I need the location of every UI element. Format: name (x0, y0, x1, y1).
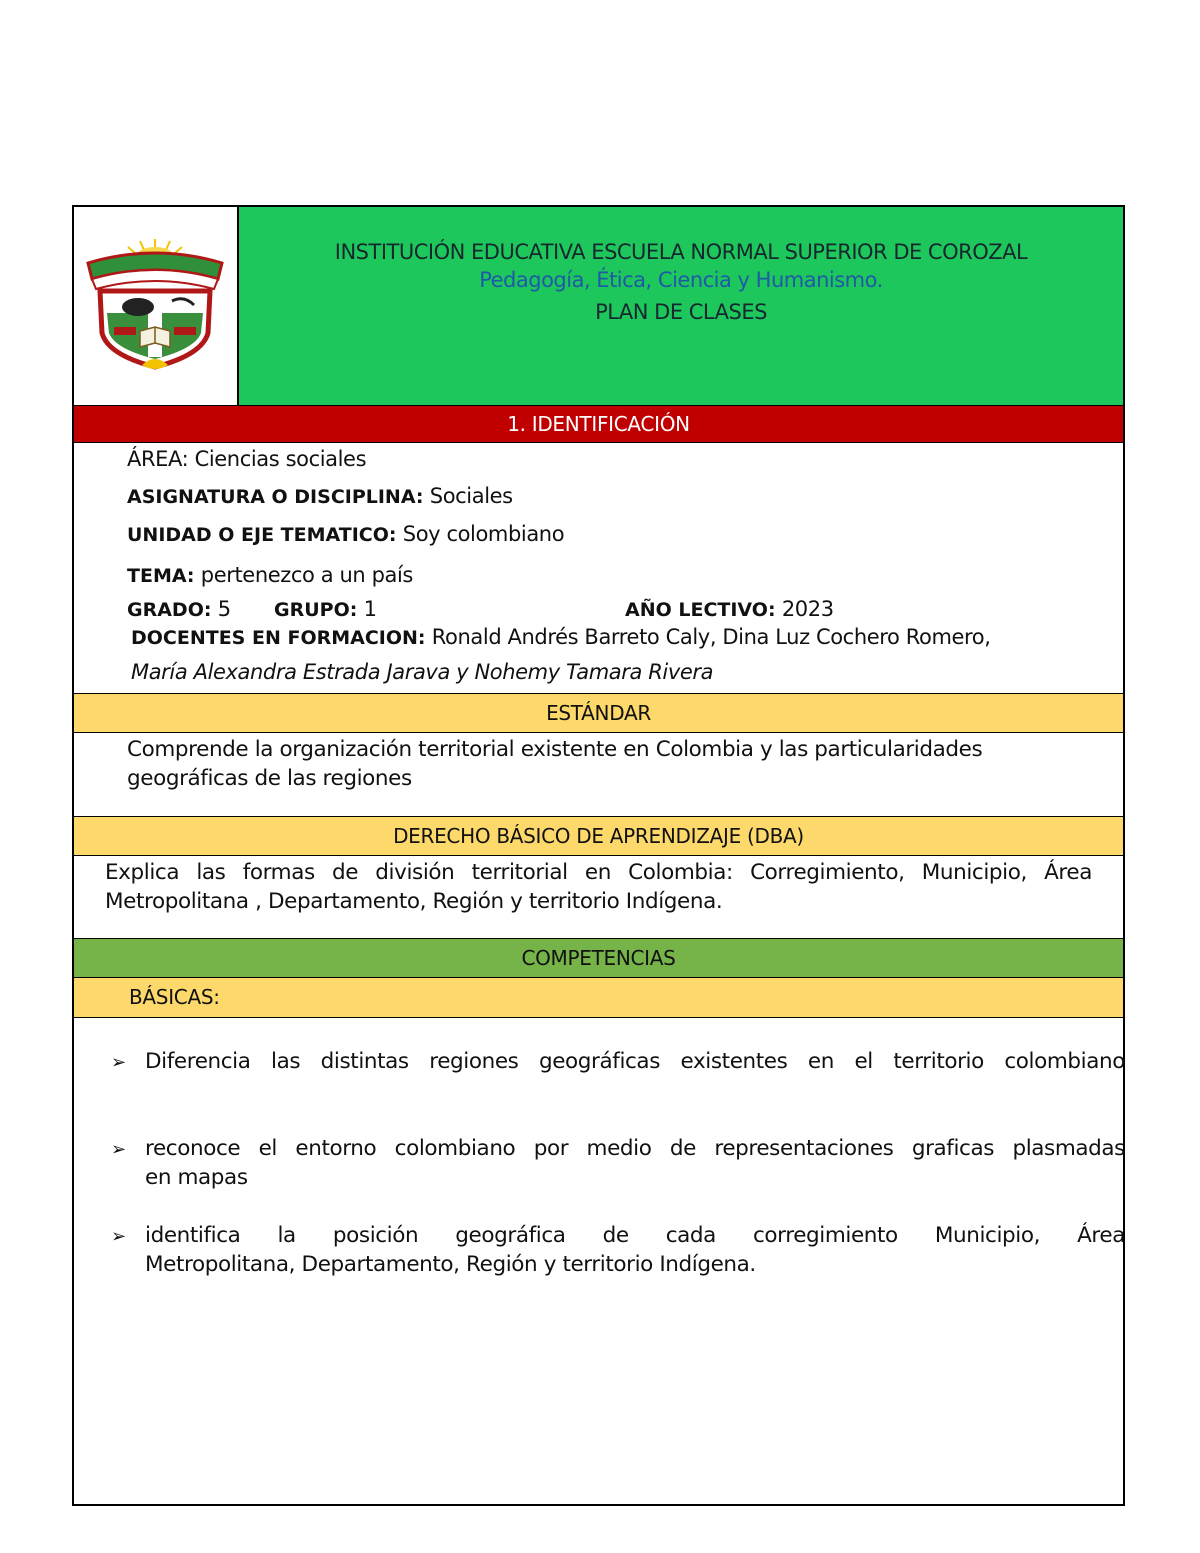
grado-value: 5 (211, 597, 231, 621)
competencia-item-3 (145, 1221, 1125, 1279)
area-value: Ciencias sociales (188, 447, 367, 471)
estandar-line-2: geográficas de las regiones (127, 766, 412, 791)
grado-label: GRADO: (127, 599, 212, 621)
header-title-cell (239, 207, 1123, 405)
section-competencias-title: COMPETENCIAS (74, 938, 1123, 978)
docentes-line-2: María Alexandra Estrada Jarava y Nohemy Tamara Rivera (131, 660, 714, 684)
area-label: ÁREA: (127, 447, 189, 471)
dba-line-2: Metropolitana , Departamento, Región y territorio Indígena. (105, 889, 723, 914)
competencia-item-1: Diferencia las distintas regiones geográficas existentes en el territorio colombiano (145, 1049, 1125, 1074)
anio-value: 2023 (775, 597, 834, 621)
unidad-label: UNIDAD O EJE TEMATICO: (127, 524, 397, 546)
estandar-text (127, 735, 1097, 793)
asignatura-value: Sociales (423, 484, 513, 508)
tema-value: pertenezco a un país (194, 563, 413, 587)
dba-line-1: Explica las formas de división territorial en Colombia: Corregimiento, Municipio, Área (105, 860, 1092, 885)
institution-motto: Pedagogía, Ética, Ciencia y Humanismo. (479, 268, 883, 292)
competencia-item-3-line-1: identifica la posición geográfica de cada corregimiento Municipio, Área (145, 1223, 1125, 1248)
competencia-item-3-line-2: Metropolitana, Departamento, Región y territorio Indígena. (145, 1252, 756, 1277)
asignatura-line (127, 484, 513, 508)
unidad-line (127, 522, 564, 546)
section-identificacion-title: 1. IDENTIFICACIÓN (74, 405, 1123, 443)
competencia-item-2-line-1: reconoce el entorno colombiano por medio de representaciones graficas plasmadas (145, 1136, 1125, 1161)
tema-label: TEMA: (127, 565, 195, 587)
estandar-line-1: Comprende la organización territorial existente en Colombia y las particularidades (127, 737, 983, 762)
grupo-value: 1 (357, 597, 377, 621)
grupo-label: GRUPO: (274, 599, 358, 621)
grupo-line (274, 597, 377, 621)
section-dba-title: DERECHO BÁSICO DE APRENDIZAJE (DBA) (74, 816, 1123, 856)
competencia-item-2-line-2: en mapas (145, 1165, 248, 1190)
lesson-plan-frame (72, 205, 1125, 1506)
school-crest-icon (80, 235, 230, 375)
arrowhead-bullet-icon: ➢ (111, 1226, 127, 1247)
anio-label: AÑO LECTIVO: (625, 599, 776, 621)
basicas-label: BÁSICAS: (74, 978, 1123, 1018)
docentes-value: Ronald Andrés Barreto Caly, Dina Luz Cochero Romero, (425, 625, 991, 649)
tema-line (127, 563, 413, 587)
anio-line (625, 597, 834, 621)
docentes-line (131, 625, 991, 649)
unidad-value: Soy colombiano (396, 522, 565, 546)
institution-name: INSTITUCIÓN EDUCATIVA ESCUELA NORMAL SUPERIOR DE COROZAL (334, 240, 1028, 264)
docentes-label: DOCENTES EN FORMACION: (131, 627, 426, 649)
competencia-item-2 (145, 1134, 1125, 1192)
asignatura-label: ASIGNATURA O DISCIPLINA: (127, 486, 424, 508)
area-line (127, 447, 366, 471)
section-estandar-title: ESTÁNDAR (74, 693, 1123, 733)
logo-cell (74, 207, 239, 405)
document-type: PLAN DE CLASES (595, 300, 767, 324)
arrowhead-bullet-icon: ➢ (111, 1139, 127, 1160)
dba-text (105, 858, 1092, 916)
arrowhead-bullet-icon: ➢ (111, 1052, 127, 1073)
grado-line (127, 597, 231, 621)
